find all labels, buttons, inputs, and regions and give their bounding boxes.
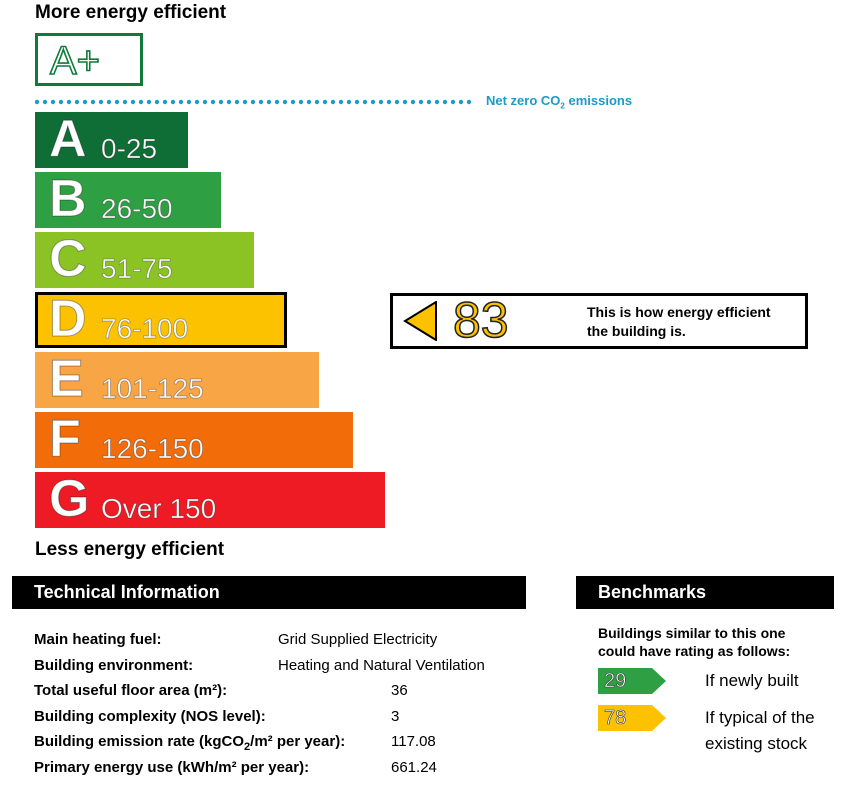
tech-value: 117.08 xyxy=(391,733,436,750)
band-letter: B xyxy=(49,170,87,228)
tech-value: Grid Supplied Electricity xyxy=(278,631,438,648)
rating-caption: This is how energy efficient the building is. xyxy=(587,304,771,339)
band-range: 0-25 xyxy=(101,133,158,164)
rating-arrow-icon xyxy=(403,301,437,341)
net-zero-label: Net zero $CO_2$ emissions xyxy=(486,93,633,111)
a-plus-label: A+ xyxy=(50,39,101,83)
band-c xyxy=(35,232,254,288)
band-e xyxy=(35,352,319,408)
benchmarks-title: Benchmarks xyxy=(576,576,834,609)
benchmark-arrow xyxy=(598,705,668,736)
technical-info-title: Technical Information xyxy=(12,576,526,609)
tech-label: Primary energy use (kWh/m² per year): xyxy=(34,758,310,776)
band-letter: G xyxy=(49,470,90,528)
tech-label: Building environment: xyxy=(34,656,194,674)
tech-value: 3 xyxy=(391,707,400,725)
net-zero-dotted-line xyxy=(35,98,475,106)
benchmarks-description: Buildings similar to this one could have rating as follows: xyxy=(598,625,791,659)
current-rating-indicator xyxy=(390,293,808,349)
band-range: 101-125 xyxy=(101,373,204,404)
band-letter: E xyxy=(49,350,84,408)
band-letter: C xyxy=(49,230,87,288)
benchmark-text: If newly built xyxy=(705,671,799,690)
tech-label: Building complexity (NOS level): xyxy=(34,707,266,725)
tech-label: Total useful floor area (m²): xyxy=(34,682,228,699)
tech-label: Building emission rate (kgCO$_2$/m² per year): xyxy=(34,733,346,753)
tech-label: Main heating fuel: xyxy=(34,631,162,648)
band-f xyxy=(35,412,353,468)
band-a xyxy=(35,112,188,168)
band-letter: D xyxy=(49,290,87,348)
benchmark-value: 78 xyxy=(604,707,627,729)
band-d xyxy=(35,292,287,348)
tech-value: 661.24 xyxy=(391,758,437,776)
band-range: 26-50 xyxy=(101,193,173,224)
band-letter: A xyxy=(49,110,87,168)
rating-score: 83 xyxy=(453,292,509,348)
band-range: 51-75 xyxy=(101,253,173,284)
tech-value: 36 xyxy=(391,682,408,699)
band-range: 76-100 xyxy=(101,313,189,344)
benchmark-value: 29 xyxy=(604,670,627,692)
benchmark-text: If typical of the existing stock xyxy=(705,708,815,753)
benchmark-arrow xyxy=(598,668,668,699)
band-g xyxy=(35,472,385,528)
band-range: Over 150 xyxy=(101,493,217,524)
less-efficient-heading: Less energy efficient xyxy=(35,539,225,560)
band-range: 126-150 xyxy=(101,433,204,464)
band-b xyxy=(35,172,221,228)
tech-value: Heating and Natural Ventilation xyxy=(278,656,485,674)
band-letter: F xyxy=(49,410,81,468)
more-efficient-heading: More energy efficient xyxy=(35,2,227,23)
a-plus-box xyxy=(35,33,143,86)
